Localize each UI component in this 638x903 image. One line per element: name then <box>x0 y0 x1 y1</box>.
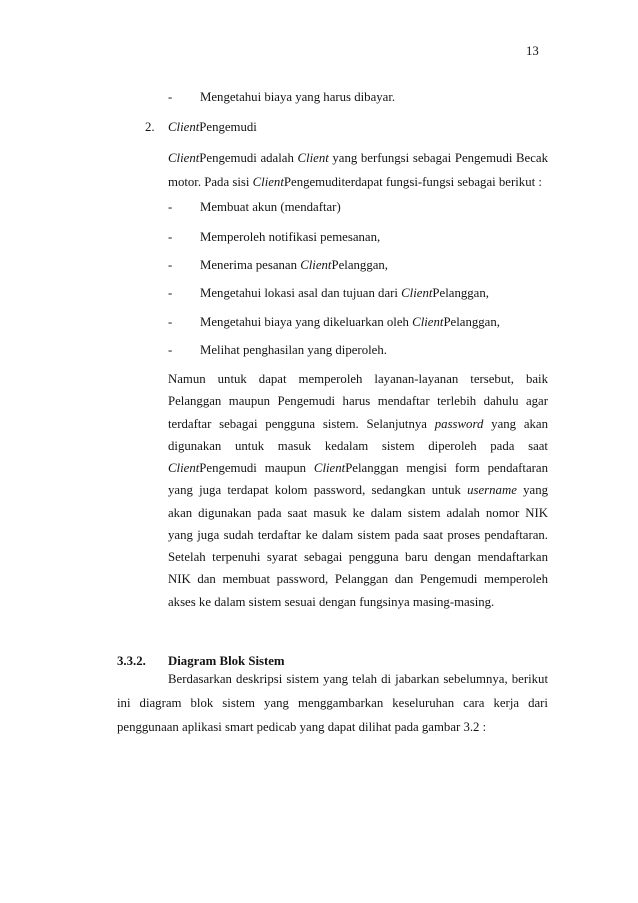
subsection-title-text: Pengemudi <box>199 120 257 134</box>
section-number: 3.3.2. <box>117 654 146 668</box>
list-item <box>168 89 548 105</box>
text-segment: akan digunakan pada saat masuk ke dalam sistem adalah nomor NIK <box>168 506 548 520</box>
list-dash: - <box>168 230 173 244</box>
list-item-text: Melihat penghasilan yang diperoleh. <box>200 343 387 357</box>
list-item <box>168 285 548 301</box>
paragraph-line <box>168 393 548 409</box>
list-item <box>168 342 548 358</box>
list-item-text: Menerima pesanan <box>200 258 301 272</box>
text-segment: akses ke dalam sistem sesuai dengan fungsinya masing-masing. <box>168 595 495 609</box>
list-item-text: Mengetahui biaya yang dikeluarkan oleh <box>200 315 413 329</box>
section-title: Diagram Blok Sistem <box>168 654 285 668</box>
paragraph-line <box>168 549 548 565</box>
page-number: 13 <box>526 44 539 58</box>
paragraph-line <box>168 416 548 432</box>
paragraph-line <box>168 371 548 387</box>
italic-term: Client <box>168 120 200 134</box>
section-heading <box>117 653 285 669</box>
text-segment: Pelanggan maupun Pengemudi harus mendaftar terlebih dahulu agar <box>168 394 548 408</box>
list-item <box>168 229 548 245</box>
text-segment: terdaftar sebagai pengguna sistem. Selanjutnya <box>168 417 435 431</box>
italic-term: Client <box>313 461 346 475</box>
italic-term: Client <box>300 258 332 272</box>
italic-term: password <box>434 417 484 431</box>
text-segment: Pengemuditerdapat fungsi-fungsi sebagai berikut : <box>283 175 542 189</box>
list-item <box>168 314 548 330</box>
list-item-text: Membuat akun (mendaftar) <box>200 200 341 214</box>
subsection-number: 2. <box>145 120 155 134</box>
paragraph-line <box>168 571 548 587</box>
subsection-heading <box>145 119 257 135</box>
text-segment: Pengemudi maupun <box>199 461 314 475</box>
italic-term: Client <box>252 175 284 189</box>
text-segment: Namun untuk dapat memperoleh layanan-layanan tersebut, baik <box>168 372 548 386</box>
text-segment: Pengemudi adalah <box>199 151 298 165</box>
paragraph-line <box>168 505 548 521</box>
paragraph-line <box>168 460 548 476</box>
list-item-text: Mengetahui biaya yang harus dibayar. <box>200 90 396 104</box>
italic-term: Client <box>412 315 444 329</box>
text-segment: yang <box>516 483 548 497</box>
italic-term: Client <box>297 151 329 165</box>
italic-term: Client <box>401 286 433 300</box>
text-segment: Setelah terpenuhi syarat sebagai pengguna baru dengan mendaftarkan <box>168 550 548 564</box>
italic-term: Client <box>168 151 200 165</box>
paragraph-line <box>168 527 548 543</box>
text-segment: Berdasarkan deskripsi sistem yang telah di jabarkan sebelumnya, berikut <box>168 672 548 686</box>
text-segment: Pelanggan mengisi form pendaftaran <box>345 461 548 475</box>
list-dash: - <box>168 343 173 357</box>
paragraph-line <box>168 594 548 610</box>
list-dash: - <box>168 286 173 300</box>
italic-term: Client <box>168 461 200 475</box>
text-segment: yang juga sudah terdaftar ke dalam sistem pada saat proses pendaftaran. <box>168 528 548 542</box>
paragraph-line <box>117 719 548 735</box>
list-item-text: Memperoleh notifikasi pemesanan, <box>200 230 381 244</box>
text-segment: NIK dan membuat password, Pelanggan dan Pengemudi memperoleh <box>168 572 548 586</box>
paragraph-line <box>117 695 548 711</box>
list-item <box>168 199 548 215</box>
text-segment: yang juga terdapat kolom password, sedangkan untuk <box>168 483 468 497</box>
list-dash: - <box>168 258 173 272</box>
list-item-text: Pelanggan, <box>432 286 489 300</box>
text-segment: motor. Pada sisi <box>168 175 253 189</box>
paragraph-line <box>168 150 548 166</box>
list-dash: - <box>168 200 173 214</box>
text-segment: yang akan <box>483 417 548 431</box>
text-segment: ini diagram blok sistem yang menggambarkan keseluruhan cara kerja dari <box>117 696 548 710</box>
list-dash: - <box>168 315 173 329</box>
paragraph-line <box>168 671 548 687</box>
list-item-text: Mengetahui lokasi asal dan tujuan dari <box>200 286 402 300</box>
list-item-text: Pelanggan, <box>331 258 388 272</box>
paragraph-line <box>168 174 548 190</box>
paragraph-line <box>168 438 548 454</box>
list-item-text: Pelanggan, <box>443 315 500 329</box>
italic-term: username <box>467 483 517 497</box>
list-dash: - <box>168 90 173 104</box>
text-segment: yang berfungsi sebagai Pengemudi Becak <box>328 151 548 165</box>
list-item <box>168 257 548 273</box>
text-segment: penggunaan aplikasi smart pedicab yang dapat dilihat pada gambar 3.2 : <box>117 720 487 734</box>
text-segment: digunakan untuk masuk kedalam sistem diperoleh pada saat <box>168 439 548 453</box>
paragraph-line <box>168 482 548 498</box>
